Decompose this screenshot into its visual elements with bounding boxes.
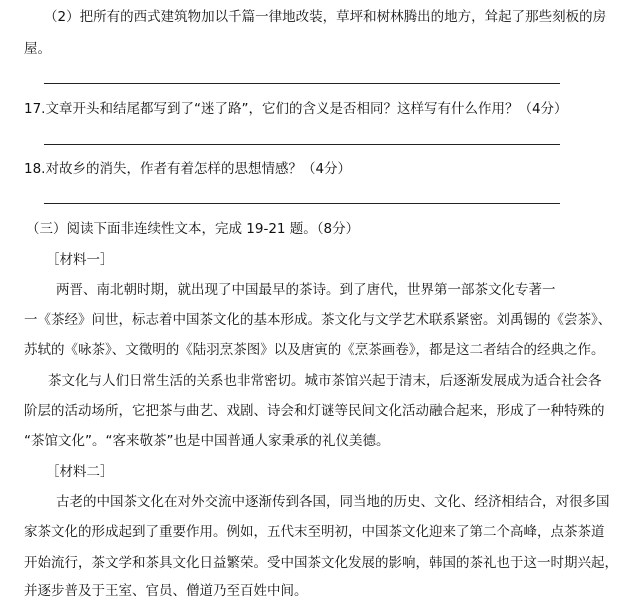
- material-1-line-1: 两晋、南北朝时期，就出现了中国最早的茶诗。到了唐代，世界第一部茶文化专著一: [56, 282, 556, 298]
- question-18: 18.对故乡的消失，作者有着怎样的思想情感？（4分）: [24, 161, 352, 177]
- material-1-line-5: 阶层的活动场所，它把茶与曲艺、戏剧、诗会和灯谜等民间文化活动融合起来，形成了一种特殊的: [24, 403, 605, 419]
- material-1-line-2: 一《茶经》问世，标志着中国茶文化的基本形成。茶文化与文学艺术联系紧密。刘禹锡的《尝茶》、: [24, 312, 612, 328]
- question-sub-2-line-2: 屋。: [24, 41, 51, 57]
- question-sub-2-line-1: （2）把所有的西式建筑物加以千篇一律地改装，草坪和树林腾出的地方，耸起了那些刻板的房: [44, 9, 607, 25]
- material-2-line-4: 并逐步普及于王室、官员、僧道乃至百姓中间。: [24, 583, 308, 599]
- material-2-line-3: 开始流行，茶文学和茶具文化日益繁荣。受中国茶文化发展的影响，韩国的茶礼也于这一时期兴起，: [24, 555, 618, 571]
- answer-line-3: [44, 203, 560, 204]
- material-2-line-2: 家茶文化的形成起到了重要作用。例如，五代末至明初，中国茶文化迎来了第二个高峰，点茶茶道: [24, 524, 605, 540]
- material-1-line-3: 苏轼的《咏茶》、文徵明的《陆羽烹茶图》以及唐寅的《烹茶画卷》，都是这二者结合的经典之作。: [24, 342, 605, 358]
- section-3-heading: （三）阅读下面非连续性文本，完成 19-21 题。（8分）: [26, 221, 360, 237]
- material-1-label: ［材料一］: [46, 252, 114, 268]
- question-17: 17.文章开头和结尾都写到了“迷了路”，它们的含义是否相同？这样写有什么作用？（4分）: [24, 101, 568, 117]
- material-2-line-1: 古老的中国茶文化在对外交流中逐渐传到各国，同当地的历史、文化、经济相结合，对很多国: [56, 494, 610, 510]
- material-2-label: ［材料二］: [46, 464, 114, 480]
- material-1-line-6: “茶馆文化”。“客来敬茶”也是中国普通人家秉承的礼仪美德。: [24, 433, 390, 449]
- answer-line-1: [44, 83, 560, 84]
- answer-line-2: [44, 144, 560, 145]
- material-1-line-4: 茶文化与人们日常生活的关系也非常密切。城市茶馆兴起于清末，后逐渐发展成为适合社会各: [48, 373, 602, 389]
